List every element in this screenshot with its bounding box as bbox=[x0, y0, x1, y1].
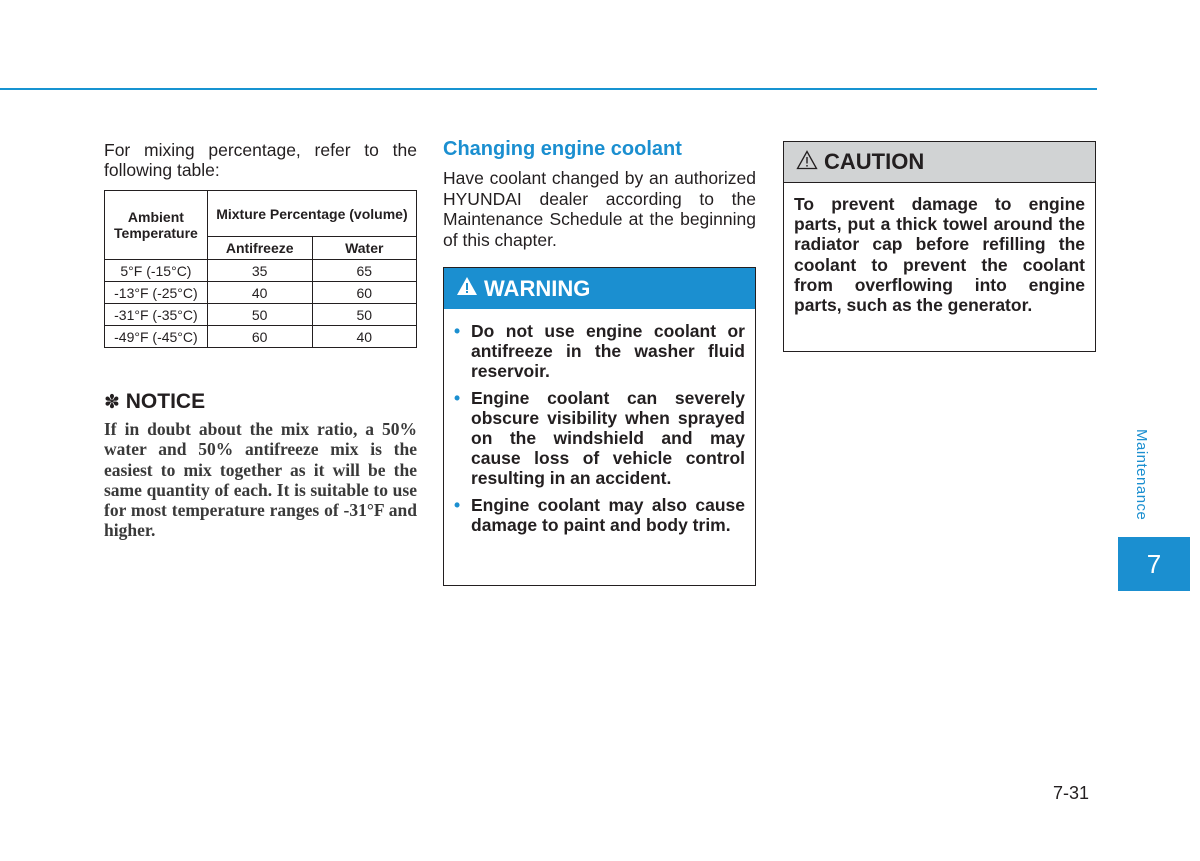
warning-list bbox=[444, 309, 755, 535]
water-cell: 60 bbox=[312, 282, 416, 304]
mixing-intro-block bbox=[104, 140, 417, 180]
temp-cell: -31°F (-35°C) bbox=[105, 304, 208, 326]
mixing-intro-text: For mixing percentage, refer to the following table: bbox=[104, 140, 417, 180]
mixture-table bbox=[104, 190, 417, 348]
water-cell: 65 bbox=[312, 260, 416, 282]
temp-cell: -13°F (-25°C) bbox=[105, 282, 208, 304]
warning-item-text: Engine coolant can severely obscure visibility when sprayed on the windshield and may cause loss of vehicle control resulting in an accident. bbox=[471, 387, 745, 489]
caution-triangle-icon bbox=[796, 150, 818, 175]
caution-header bbox=[784, 142, 1095, 183]
caution-box bbox=[783, 141, 1096, 352]
bullet-icon: • bbox=[454, 321, 461, 341]
bullet-icon: • bbox=[454, 387, 461, 408]
list-item bbox=[454, 495, 745, 535]
notice-body: If in doubt about the mix ratio, a 50% water and 50% antifreeze mix is the easiest to mix together as it will be the same quantity of each. It is suitable to use for most temperature ranges of -31°F and higher. bbox=[104, 419, 417, 541]
warning-box bbox=[443, 267, 756, 586]
temp-cell: -49°F (-45°C) bbox=[105, 326, 208, 348]
antifreeze-cell: 40 bbox=[207, 282, 312, 304]
notice-star-icon: ✽ bbox=[104, 392, 120, 413]
warning-item-text: Engine coolant may also cause damage to paint and body trim. bbox=[471, 494, 745, 535]
water-cell: 40 bbox=[312, 326, 416, 348]
section-title: Changing engine coolant bbox=[443, 138, 682, 160]
header-mixture-percentage: Mixture Percentage (volume) bbox=[207, 191, 416, 237]
table-row bbox=[105, 326, 417, 348]
section-body: Have coolant changed by an authorized HYUNDAI dealer according to the Maintenance Schedule at the beginning of this chapter. bbox=[443, 168, 756, 250]
table-row bbox=[105, 260, 417, 282]
caution-body: To prevent damage to engine parts, put a thick towel around the radiator cap before refilling the coolant to prevent the coolant from overflowing into engine parts, such as the generator. bbox=[794, 194, 1085, 316]
warning-item-text: Do not use engine coolant or antifreeze in the washer fluid reservoir. bbox=[471, 321, 745, 382]
header-water: Water bbox=[312, 237, 416, 260]
warning-header bbox=[444, 268, 755, 309]
warning-label: WARNING bbox=[484, 275, 591, 301]
list-item bbox=[454, 321, 745, 382]
table-row bbox=[105, 282, 417, 304]
section-side-label: Maintenance bbox=[1133, 429, 1150, 521]
list-item bbox=[454, 388, 745, 489]
chapter-tab: 7 bbox=[1118, 537, 1190, 591]
warning-triangle-icon bbox=[456, 276, 478, 301]
bullet-icon: • bbox=[454, 494, 461, 515]
notice-heading bbox=[104, 390, 205, 414]
header-rule bbox=[0, 88, 1097, 90]
header-ambient-temperature: Ambient Temperature bbox=[105, 191, 208, 260]
water-cell: 50 bbox=[312, 304, 416, 326]
notice-title: NOTICE bbox=[125, 390, 206, 413]
antifreeze-cell: 35 bbox=[207, 260, 312, 282]
header-antifreeze: Antifreeze bbox=[207, 237, 312, 260]
caution-label: CAUTION bbox=[824, 149, 925, 174]
page-number: 7-31 bbox=[1053, 783, 1090, 803]
table-row bbox=[105, 304, 417, 326]
temp-cell: 5°F (-15°C) bbox=[105, 260, 208, 282]
antifreeze-cell: 50 bbox=[207, 304, 312, 326]
antifreeze-cell: 60 bbox=[207, 326, 312, 348]
